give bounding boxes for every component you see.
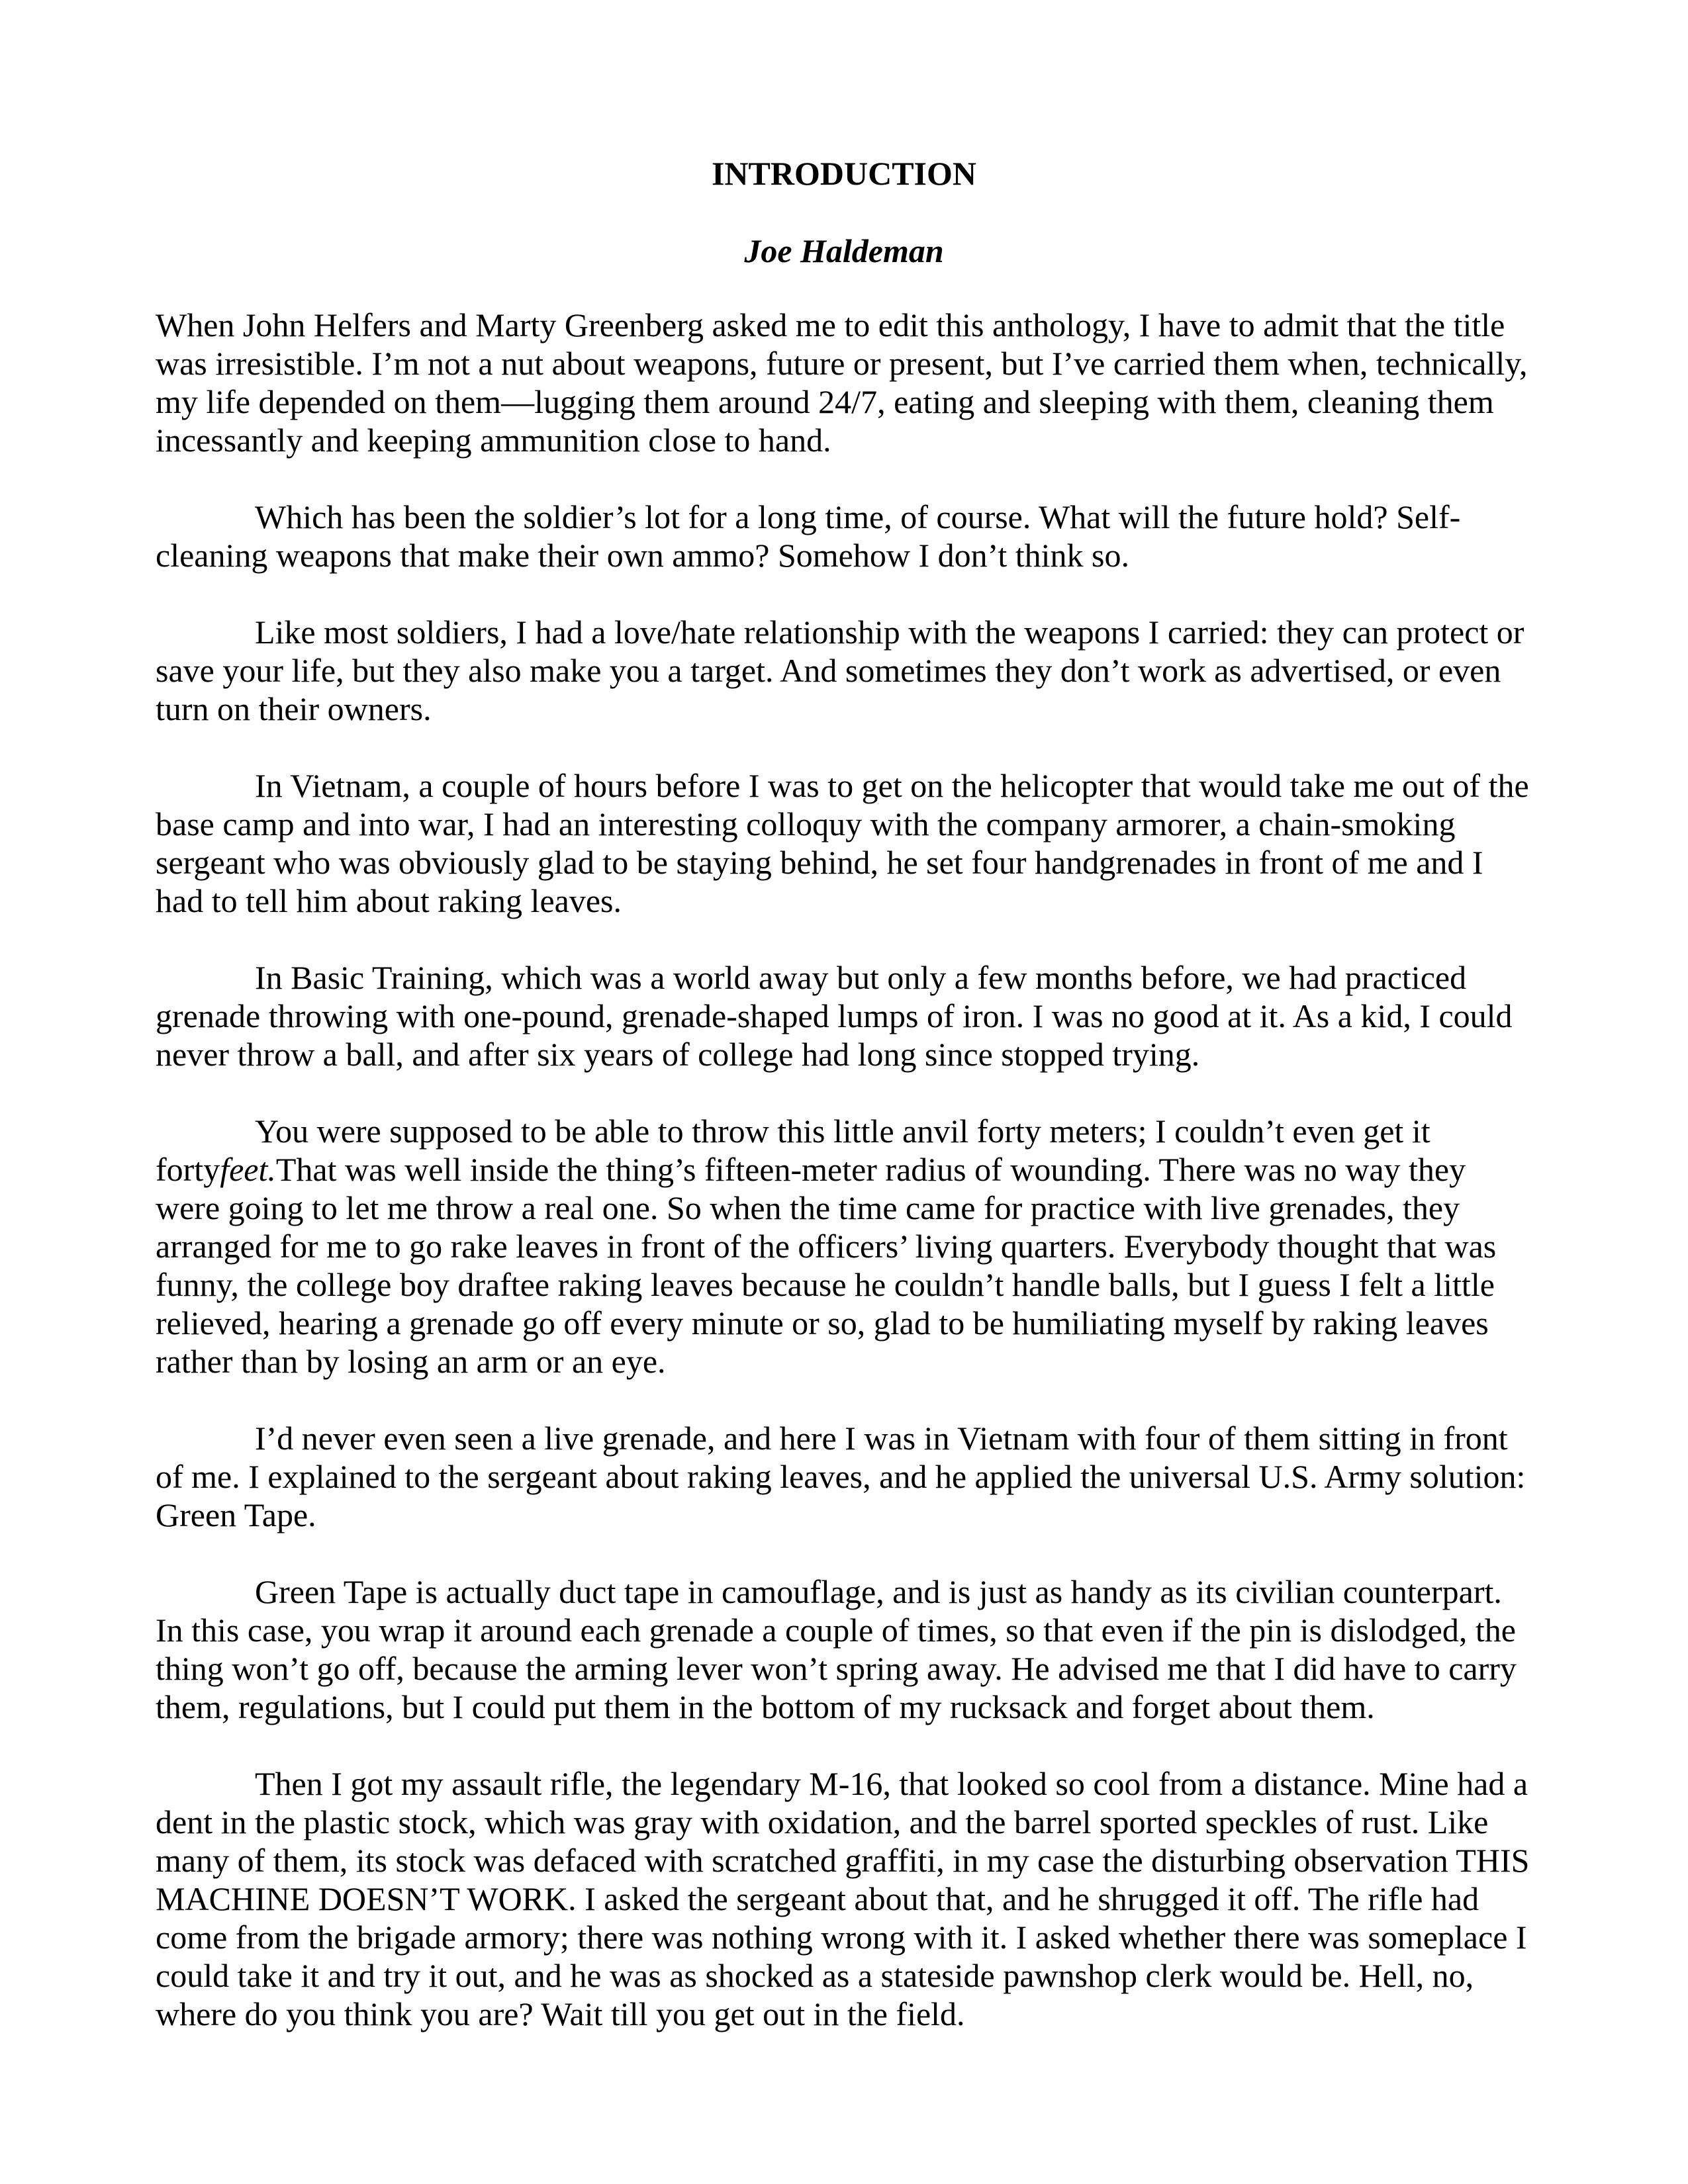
text-line: save your life, but they also make you a target. And sometimes they don’t work as advertised, or even — [156, 652, 1501, 689]
text-line: You were supposed to be able to throw this little anvil forty meters; I couldn’t even get it — [255, 1113, 1430, 1150]
text-line: arranged for me to go rake leaves in front of the officers’ living quarters. Everybody thought that was — [156, 1228, 1497, 1265]
paragraph — [156, 613, 1546, 728]
text-line: MACHINE DOESN’T WORK. I asked the sergeant about that, and he shrugged it off. The rifle had — [156, 1880, 1479, 1917]
text-line: were going to let me throw a real one. So when the time came for practice with live grenades, they — [156, 1189, 1460, 1226]
paragraph — [156, 498, 1546, 574]
paragraph — [156, 306, 1546, 459]
paragraph — [156, 766, 1546, 920]
text-line: incessantly and keeping ammunition close to hand. — [156, 422, 831, 459]
text-line: Like most soldiers, I had a love/hate relationship with the weapons I carried: they can protect or — [255, 614, 1524, 651]
text-line: many of them, its stock was defaced with scratched graffiti, in my case the disturbing observation THIS — [156, 1842, 1530, 1879]
text-line: When John Helfers and Marty Greenberg asked me to edit this anthology, I have to admit that the title — [156, 306, 1505, 343]
emphasized-word: feet. — [220, 1151, 276, 1188]
text-line — [156, 1150, 1546, 1189]
text-line: come from the brigade armory; there was nothing wrong with it. I asked whether there was someplace I — [156, 1919, 1527, 1956]
text-line: Green Tape. — [156, 1496, 316, 1533]
text-line: In Vietnam, a couple of hours before I was to get on the helicopter that would take me out of the — [255, 767, 1529, 804]
text-line: base camp and into war, I had an interesting colloquy with the company armorer, a chain-smoking — [156, 805, 1456, 842]
paragraph — [156, 958, 1546, 1073]
text-line: I’d never even seen a live grenade, and here I was in Vietnam with four of them sitting in front — [255, 1420, 1508, 1457]
text-line: was irresistible. I’m not a nut about weapons, future or present, but I’ve carried them when, technically, — [156, 345, 1528, 382]
text-line: rather than by losing an arm or an eye. — [156, 1343, 666, 1380]
text-line: Which has been the soldier’s lot for a long time, of course. What will the future hold? Self- — [255, 498, 1461, 535]
text-line: thing won’t go off, because the arming lever won’t spring away. He advised me that I did have to carry — [156, 1650, 1517, 1687]
paragraph — [156, 1572, 1546, 1726]
text-line: turn on their owners. — [156, 690, 432, 727]
text-line: could take it and try it out, and he was as shocked as a stateside pawnshop clerk would be. Hell, no, — [156, 1957, 1474, 1994]
text-line: In this case, you wrap it around each grenade a couple of times, so that even if the pin is dislodged, the — [156, 1612, 1516, 1649]
text-line: never throw a ball, and after six years of college had long since stopped trying. — [156, 1036, 1200, 1073]
text-run: forty — [156, 1151, 220, 1188]
text-line: dent in the plastic stock, which was gray with oxidation, and the barrel sported speckles of rust. Like — [156, 1803, 1489, 1841]
text-line: had to tell him about raking leaves. — [156, 882, 622, 919]
body-text — [156, 306, 1546, 2071]
author-name: Joe Haldeman — [744, 232, 944, 269]
paragraph — [156, 1112, 1546, 1381]
text-line: In Basic Training, which was a world away but only a few months before, we had practiced — [255, 959, 1467, 996]
text-line: Green Tape is actually duct tape in camouflage, and is just as handy as its civilian counterpart. — [255, 1573, 1502, 1610]
paragraph — [156, 1419, 1546, 1534]
text-line: grenade throwing with one-pound, grenade-shaped lumps of iron. I was no good at it. As a kid, I could — [156, 997, 1513, 1034]
text-line: sergeant who was obviously glad to be staying behind, he set four handgrenades in front of me and I — [156, 844, 1483, 881]
text-line: cleaning weapons that make their own ammo? Somehow I don’t think so. — [156, 537, 1129, 574]
text-run: That was well inside the thing’s fifteen-meter radius of wounding. There was no way they — [275, 1151, 1466, 1188]
page-title: INTRODUCTION — [711, 155, 977, 192]
text-line: funny, the college boy draftee raking leaves because he couldn’t handle balls, but I guess I felt a little — [156, 1266, 1495, 1303]
text-line: of me. I explained to the sergeant about raking leaves, and he applied the universal U.S. Army solution: — [156, 1458, 1526, 1495]
text-line: Then I got my assault rifle, the legendary M-16, that looked so cool from a distance. Mine had a — [255, 1765, 1528, 1802]
text-line: my life depended on them—lugging them around 24/7, eating and sleeping with them, cleaning them — [156, 383, 1494, 420]
paragraph — [156, 1764, 1546, 2033]
text-line: relieved, hearing a grenade go off every minute or so, glad to be humiliating myself by raking leaves — [156, 1304, 1489, 1342]
text-line: where do you think you are? Wait till you get out in the field. — [156, 1995, 965, 2032]
text-line: them, regulations, but I could put them in the bottom of my rucksack and forget about them. — [156, 1688, 1375, 1725]
